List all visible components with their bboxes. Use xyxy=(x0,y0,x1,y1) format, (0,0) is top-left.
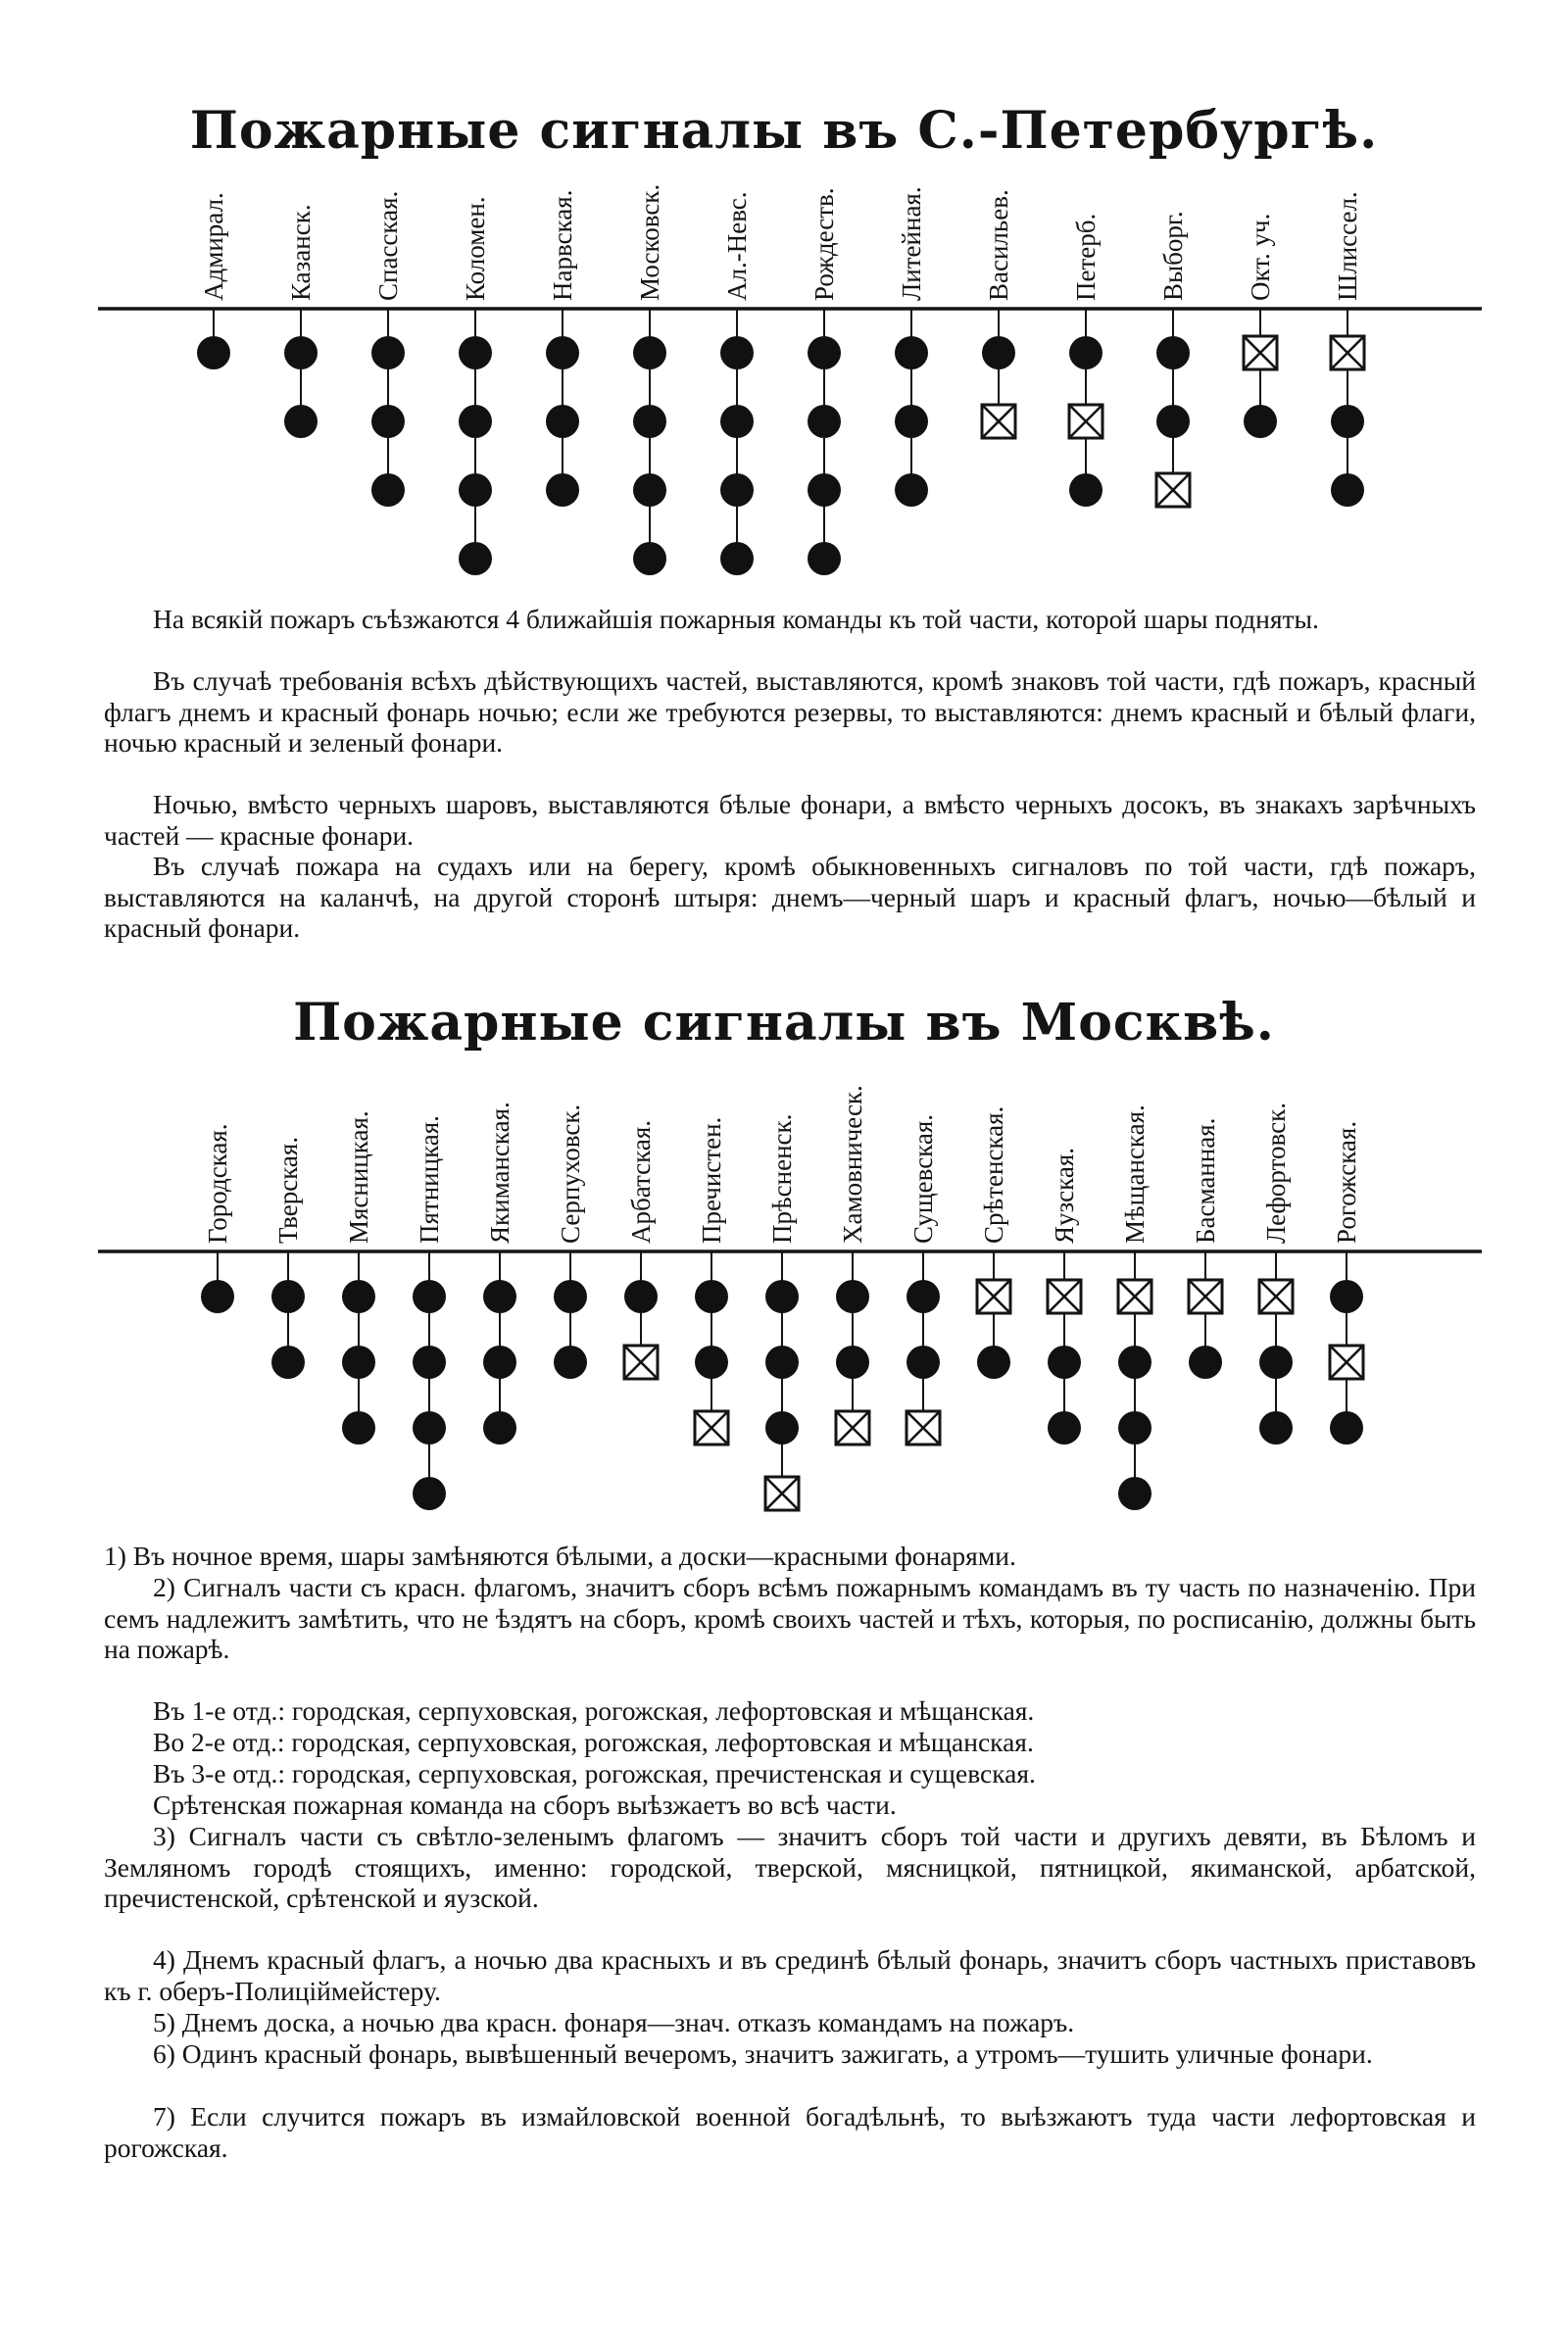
signal-ball xyxy=(906,1280,940,1313)
column-label: Серпуховск. xyxy=(556,1103,585,1244)
signal-board xyxy=(695,1411,728,1445)
signal-board xyxy=(836,1411,869,1445)
signal-ball xyxy=(413,1346,446,1379)
column-label: Выборг. xyxy=(1158,211,1188,301)
signal-column xyxy=(197,192,230,369)
signal-ball xyxy=(720,542,754,575)
signal-column xyxy=(1259,1102,1293,1445)
signal-column xyxy=(720,191,754,575)
signal-ball xyxy=(624,1280,658,1313)
signal-ball xyxy=(695,1346,728,1379)
column-label: Адмирал. xyxy=(199,192,228,301)
column-label: Арбатская. xyxy=(626,1120,656,1244)
signal-ball xyxy=(1118,1477,1152,1510)
signal-ball xyxy=(633,542,666,575)
signal-ball xyxy=(836,1346,869,1379)
signal-board xyxy=(1048,1280,1081,1313)
signal-board xyxy=(1259,1280,1293,1313)
column-label: Казанск. xyxy=(286,204,316,301)
signal-board xyxy=(1330,1346,1363,1379)
signal-column xyxy=(906,1114,940,1445)
signal-board xyxy=(1156,473,1190,507)
signal-column xyxy=(836,1085,869,1445)
signal-ball xyxy=(720,405,754,438)
signal-ball xyxy=(342,1346,375,1379)
column-label: Мѣщанская. xyxy=(1120,1104,1150,1244)
signal-column xyxy=(201,1123,234,1313)
column-label: Московск. xyxy=(635,183,664,301)
signal-ball xyxy=(808,473,841,507)
column-label: Окт. уч. xyxy=(1246,213,1275,301)
signal-ball xyxy=(1330,1280,1363,1313)
spb-paragraph: Въ случаѣ пожара на судахъ или на берегу, кромѣ обыкновенныхъ сигналовъ по той части, гдѣ пожаръ, выставляются на каланчѣ, на другой сторонѣ штыря: днемъ—черный шаръ и красный флагъ, ночью—бѣлый и красный фонари. xyxy=(104,851,1476,943)
signal-column xyxy=(1330,1121,1363,1445)
signal-column xyxy=(371,191,405,507)
column-label: Мясницкая. xyxy=(344,1110,373,1244)
signal-ball xyxy=(483,1346,516,1379)
column-label: Шлиссел. xyxy=(1333,191,1362,301)
signal-ball xyxy=(271,1280,305,1313)
moscow-paragraph: Срѣтенская пожарная команда на сборъ выѣзжаетъ во всѣ части. xyxy=(153,1789,897,1820)
signal-ball xyxy=(483,1411,516,1445)
signal-column xyxy=(765,1114,799,1510)
column-label: Хамовническ. xyxy=(838,1085,867,1244)
signal-column xyxy=(284,204,318,438)
signal-ball xyxy=(765,1346,799,1379)
spb-paragraph: Въ случаѣ требованія всѣхъ дѣйствующихъ частей, выставляются, кромѣ знаковъ той части, гдѣ пожаръ, красный флагъ днемъ и красный фонарь ночью; если же требуются резервы, то выставляются: днемъ красный и бѣлый флаги, ночью красный и зеленый фонари. xyxy=(104,665,1476,758)
moscow-paragraph: Во 2-е отд.: городская, серпуховская, рогожская, лефортовская и мѣщанская. xyxy=(153,1727,1034,1757)
signal-ball xyxy=(201,1280,234,1313)
moscow-signal-diagram xyxy=(0,1039,1568,1529)
signal-board xyxy=(1331,336,1364,369)
signal-ball xyxy=(1069,336,1102,369)
signal-ball xyxy=(633,405,666,438)
signal-column xyxy=(977,1106,1010,1379)
signal-board xyxy=(1118,1280,1152,1313)
moscow-paragraph: Въ 1-е отд.: городская, серпуховская, рогожская, лефортовская и мѣщанская. xyxy=(153,1695,1035,1726)
signal-ball xyxy=(1156,405,1190,438)
column-label: Рождеств. xyxy=(809,187,839,301)
spb-title: Пожарные сигналы въ С.-Петербургѣ. xyxy=(189,101,1379,161)
signal-ball xyxy=(554,1346,587,1379)
signal-board xyxy=(1069,405,1102,438)
moscow-paragraph: 6) Одинъ красный фонарь, вывѣшенный вечеромъ, значитъ зажигать, а утромъ—тушить уличные фонари. xyxy=(153,2038,1373,2069)
signal-ball xyxy=(371,405,405,438)
column-label: Спасская. xyxy=(373,190,403,301)
signal-ball xyxy=(483,1280,516,1313)
signal-column xyxy=(633,184,666,575)
signal-ball xyxy=(1048,1411,1081,1445)
signal-column xyxy=(695,1117,728,1445)
signal-ball xyxy=(284,405,318,438)
signal-ball xyxy=(459,405,492,438)
column-label: Пречистен. xyxy=(697,1116,726,1244)
signal-column xyxy=(1156,211,1190,507)
moscow-paragraph: Въ 3-е отд.: городская, серпуховская, рогожская, пречистенская и сущевская. xyxy=(153,1758,1036,1788)
signal-ball xyxy=(1069,473,1102,507)
column-label: Городская. xyxy=(203,1123,232,1244)
signal-ball xyxy=(459,542,492,575)
moscow-title: Пожарные сигналы въ Москвѣ. xyxy=(293,993,1275,1053)
spb-paragraph: На всякій пожаръ съѣзжаются 4 ближайшія пожарныя команды къ той части, которой шары подняты. xyxy=(153,604,1319,634)
spb-paragraph: Ночью, вмѣсто черныхъ шаровъ, выставляются бѣлые фонари, а вмѣсто черныхъ досокъ, въ знакахъ зарѣчныхъ частей — красные фонари. xyxy=(104,789,1476,851)
signal-column xyxy=(1189,1118,1222,1379)
signal-board xyxy=(906,1411,940,1445)
signal-column xyxy=(271,1137,305,1379)
signal-ball xyxy=(1330,1411,1363,1445)
signal-ball xyxy=(1189,1346,1222,1379)
column-label: Яузская. xyxy=(1050,1147,1079,1244)
signal-ball xyxy=(906,1346,940,1379)
column-label: Ал.-Невс. xyxy=(722,191,752,301)
signal-ball xyxy=(808,542,841,575)
signal-ball xyxy=(808,336,841,369)
signal-ball xyxy=(546,473,579,507)
column-label: Коломен. xyxy=(461,196,490,301)
signal-ball xyxy=(459,336,492,369)
column-label: Сущевская. xyxy=(908,1113,938,1244)
signal-ball xyxy=(284,336,318,369)
moscow-paragraph: 4) Днемъ красный флагъ, а ночью два красныхъ и въ срединѣ бѣлый фонарь, значитъ сборъ частныхъ приставовъ къ г. оберъ-Полиціймейстеру. xyxy=(104,1944,1476,2006)
signal-ball xyxy=(633,336,666,369)
signal-column xyxy=(483,1102,516,1445)
signal-board xyxy=(765,1477,799,1510)
signal-ball xyxy=(1118,1411,1152,1445)
signal-ball xyxy=(1118,1346,1152,1379)
column-label: Нарвская. xyxy=(548,189,577,301)
signal-ball xyxy=(1331,473,1364,507)
signal-ball xyxy=(895,473,928,507)
signal-ball xyxy=(720,473,754,507)
column-label: Якиманская. xyxy=(485,1102,514,1244)
signal-ball xyxy=(895,405,928,438)
signal-column xyxy=(808,187,841,575)
signal-ball xyxy=(271,1346,305,1379)
signal-ball xyxy=(1259,1411,1293,1445)
column-label: Васильев. xyxy=(984,189,1013,301)
signal-ball xyxy=(695,1280,728,1313)
signal-ball xyxy=(765,1411,799,1445)
column-label: Петерб. xyxy=(1071,213,1101,301)
signal-ball xyxy=(836,1280,869,1313)
column-label: Прѣсненск. xyxy=(767,1113,797,1244)
signal-ball xyxy=(982,336,1015,369)
moscow-paragraph: 5) Днемъ доска, а ночью два красн. фонаря—знач. отказъ командамъ на пожаръ. xyxy=(153,2007,1075,2037)
moscow-paragraph: 3) Сигналъ части съ свѣтло-зеленымъ флагомъ — значитъ сборъ той части и другихъ девяти, въ Бѣломъ и Земляномъ городѣ стоящихъ, именно: городской, тверской, мясницкой, пятницкой, якиманской, арбатской, пречистенской, срѣтенской и яузской. xyxy=(104,1821,1476,1913)
signal-column xyxy=(342,1110,375,1445)
signal-ball xyxy=(1048,1346,1081,1379)
signal-column xyxy=(1331,191,1364,507)
signal-ball xyxy=(546,336,579,369)
signal-ball xyxy=(1331,405,1364,438)
signal-ball xyxy=(413,1477,446,1510)
signal-ball xyxy=(633,473,666,507)
signal-ball xyxy=(808,405,841,438)
signal-column xyxy=(546,190,579,507)
signal-ball xyxy=(342,1280,375,1313)
moscow-paragraph: 7) Если случится пожаръ въ измайловской военной богадѣльнѣ, то выѣзжаютъ туда части лефортовская и рогожская. xyxy=(104,2101,1476,2163)
signal-ball xyxy=(554,1280,587,1313)
signal-column xyxy=(1069,214,1102,507)
signal-board xyxy=(982,405,1015,438)
moscow-paragraph: 1) Въ ночное время, шары замѣняются бѣлыми, а доски—красными фонарями. xyxy=(104,1541,1016,1571)
signal-column xyxy=(624,1120,658,1379)
signal-ball xyxy=(546,405,579,438)
column-label: Литейная. xyxy=(897,186,926,301)
signal-ball xyxy=(895,336,928,369)
column-label: Рогожская. xyxy=(1332,1120,1361,1244)
signal-ball xyxy=(459,473,492,507)
signal-column xyxy=(1118,1104,1152,1510)
signal-column xyxy=(459,196,492,575)
spb-signal-diagram xyxy=(0,137,1568,598)
signal-column xyxy=(413,1115,446,1510)
column-label: Лефортовск. xyxy=(1261,1102,1291,1244)
signal-board xyxy=(977,1280,1010,1313)
signal-board xyxy=(624,1346,658,1379)
signal-ball xyxy=(371,336,405,369)
column-label: Басманная. xyxy=(1191,1117,1220,1244)
signal-column xyxy=(895,186,928,507)
moscow-paragraph: 2) Сигналъ части съ красн. флагомъ, значитъ сборъ всѣмъ пожарнымъ командамъ въ ту часть по назначенію. При семъ надлежитъ замѣтить, что не ѣздятъ на сборъ, кромѣ своихъ частей и тѣхъ, которыя, по росписанію, должны быть на пожарѣ. xyxy=(104,1572,1476,1664)
signal-column xyxy=(1048,1148,1081,1445)
signal-ball xyxy=(720,336,754,369)
signal-column xyxy=(982,189,1015,438)
signal-ball xyxy=(1259,1346,1293,1379)
signal-ball xyxy=(413,1411,446,1445)
signal-ball xyxy=(371,473,405,507)
signal-ball xyxy=(197,336,230,369)
signal-ball xyxy=(413,1280,446,1313)
signal-ball xyxy=(1244,405,1277,438)
signal-column xyxy=(554,1104,587,1379)
column-label: Пятницкая. xyxy=(415,1115,444,1244)
signal-column xyxy=(1244,214,1277,438)
column-label: Срѣтенская. xyxy=(979,1105,1008,1244)
signal-board xyxy=(1244,336,1277,369)
signal-board xyxy=(1189,1280,1222,1313)
signal-ball xyxy=(977,1346,1010,1379)
signal-ball xyxy=(765,1280,799,1313)
signal-ball xyxy=(1156,336,1190,369)
signal-ball xyxy=(342,1411,375,1445)
column-label: Тверская. xyxy=(273,1136,303,1244)
